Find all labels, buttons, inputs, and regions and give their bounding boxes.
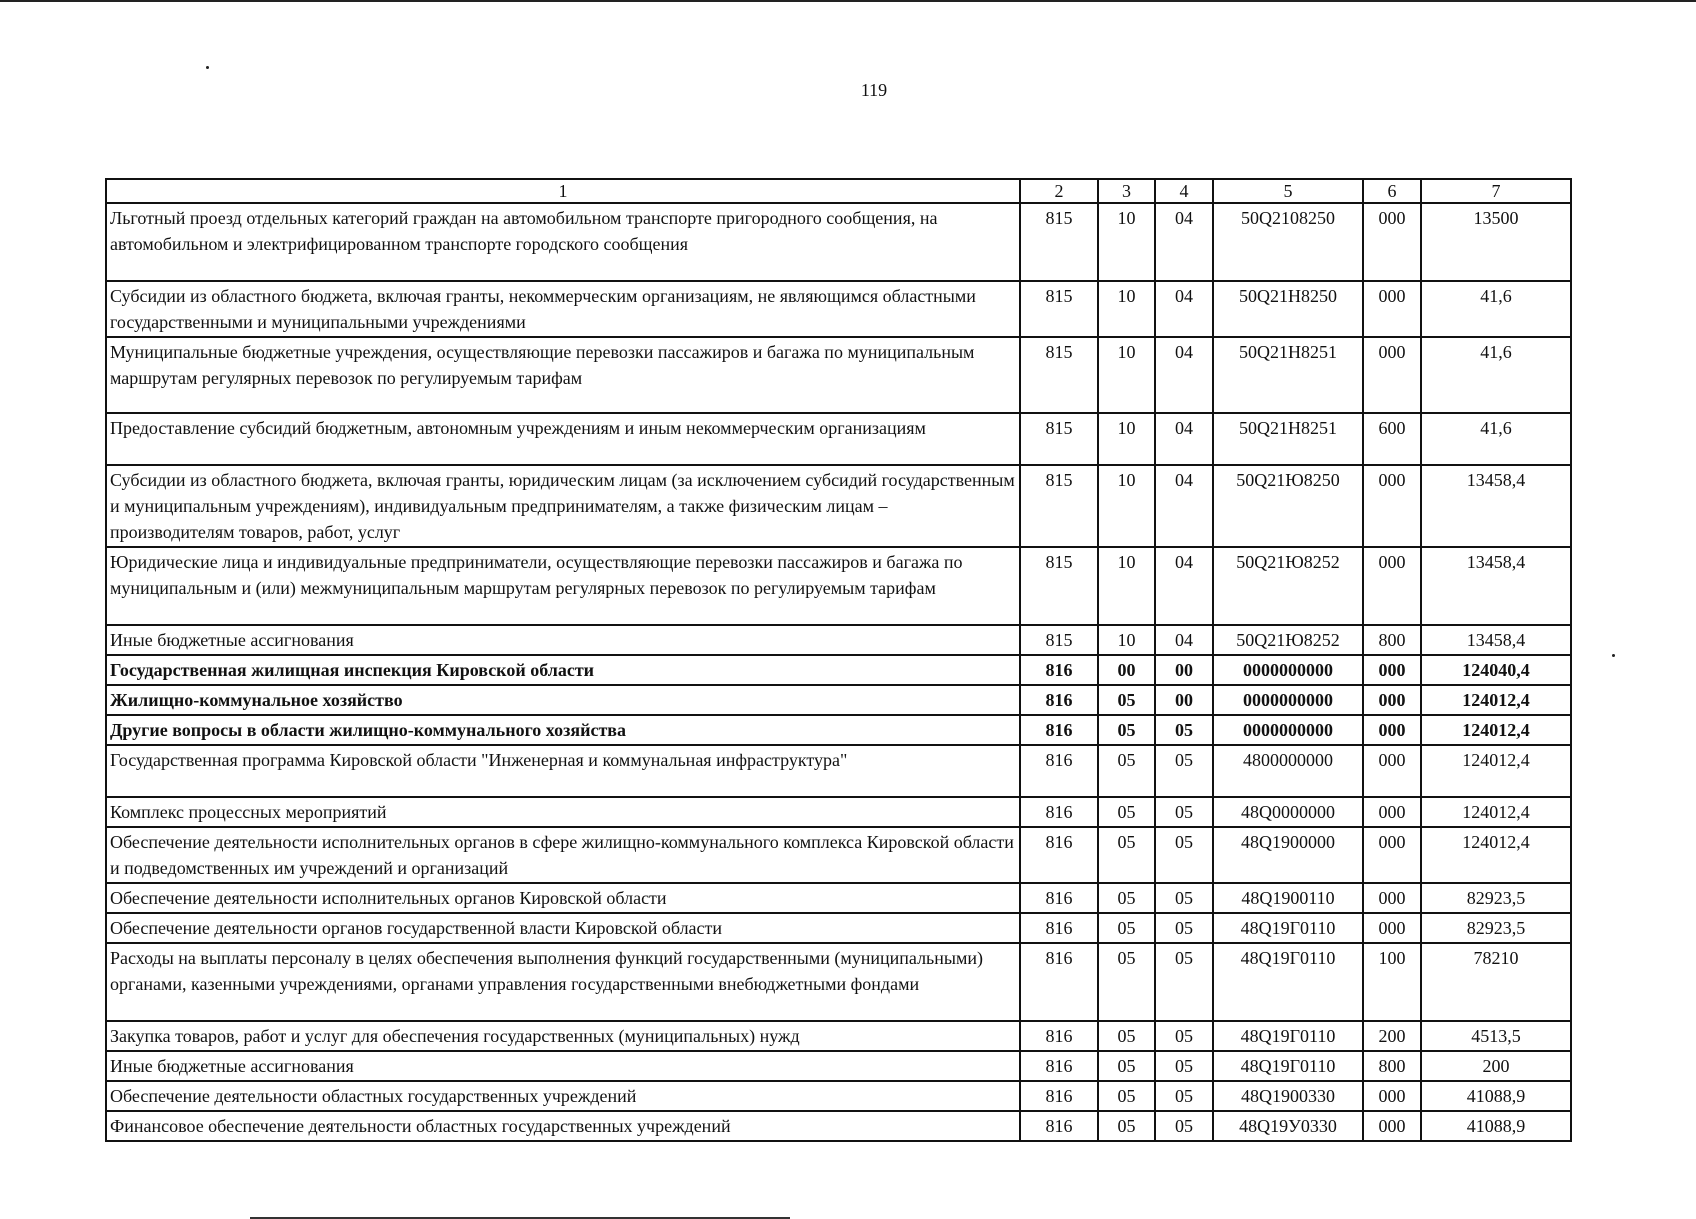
target-article-code: 48Q1900110 xyxy=(1213,883,1363,913)
subsection-code: 00 xyxy=(1155,655,1213,685)
table-row xyxy=(106,797,1571,827)
expense-type-code: 000 xyxy=(1363,1081,1421,1111)
row-description: Предоставление субсидий бюджетным, автономным учреждениям и иным некоммерческим организациям xyxy=(106,413,1020,465)
row-description: Обеспечение деятельности органов государственной власти Кировской области xyxy=(106,913,1020,943)
table-row xyxy=(106,943,1571,1021)
subsection-code: 05 xyxy=(1155,1021,1213,1051)
budget-table xyxy=(105,178,1572,1142)
ministry-code: 816 xyxy=(1020,745,1098,797)
table-row xyxy=(106,337,1571,413)
section-code: 10 xyxy=(1098,337,1155,413)
expense-type-code: 800 xyxy=(1363,625,1421,655)
scan-speck xyxy=(1612,654,1615,657)
section-code: 05 xyxy=(1098,1111,1155,1141)
row-description: Обеспечение деятельности исполнительных органов Кировской области xyxy=(106,883,1020,913)
subsection-code: 05 xyxy=(1155,883,1213,913)
amount: 41,6 xyxy=(1421,337,1571,413)
table-row xyxy=(106,413,1571,465)
target-article-code: 50Q21Ю8250 xyxy=(1213,465,1363,547)
subsection-code: 04 xyxy=(1155,281,1213,337)
table-row xyxy=(106,745,1571,797)
row-description: Субсидии из областного бюджета, включая гранты, юридическим лицам (за исключением субсидий государственным и муниципальным учреждениям), индивидуальным предпринимателям, а также физическим лицам – производителям товаров, работ, услуг xyxy=(106,465,1020,547)
table-header-row xyxy=(106,179,1571,203)
ministry-code: 815 xyxy=(1020,625,1098,655)
table-row xyxy=(106,203,1571,281)
amount: 13500 xyxy=(1421,203,1571,281)
expense-type-code: 000 xyxy=(1363,203,1421,281)
expense-type-code: 600 xyxy=(1363,413,1421,465)
amount: 41088,9 xyxy=(1421,1111,1571,1141)
amount: 124012,4 xyxy=(1421,797,1571,827)
table-row xyxy=(106,913,1571,943)
table-row xyxy=(106,715,1571,745)
expense-type-code: 000 xyxy=(1363,715,1421,745)
ministry-code: 816 xyxy=(1020,827,1098,883)
table-row xyxy=(106,685,1571,715)
ministry-code: 816 xyxy=(1020,715,1098,745)
subsection-code: 04 xyxy=(1155,625,1213,655)
target-article-code: 48Q1900000 xyxy=(1213,827,1363,883)
row-description: Финансовое обеспечение деятельности областных государственных учреждений xyxy=(106,1111,1020,1141)
column-header: 2 xyxy=(1020,179,1098,203)
expense-type-code: 000 xyxy=(1363,465,1421,547)
section-code: 05 xyxy=(1098,1081,1155,1111)
amount: 4513,5 xyxy=(1421,1021,1571,1051)
subsection-code: 00 xyxy=(1155,685,1213,715)
target-article-code: 50Q21Н8251 xyxy=(1213,337,1363,413)
amount: 124012,4 xyxy=(1421,685,1571,715)
section-code: 05 xyxy=(1098,685,1155,715)
row-description: Юридические лица и индивидуальные предприниматели, осуществляющие перевозки пассажиров и багажа по муниципальным и (или) межмуниципальным маршрутам регулярных перевозок по регулируемым тарифам xyxy=(106,547,1020,625)
row-description: Государственная жилищная инспекция Кировской области xyxy=(106,655,1020,685)
amount: 200 xyxy=(1421,1051,1571,1081)
ministry-code: 815 xyxy=(1020,203,1098,281)
subsection-code: 04 xyxy=(1155,337,1213,413)
ministry-code: 815 xyxy=(1020,413,1098,465)
section-code: 05 xyxy=(1098,1021,1155,1051)
row-description: Обеспечение деятельности исполнительных органов в сфере жилищно-коммунального комплекса Кировской области и подведомственных им учреждений и организаций xyxy=(106,827,1020,883)
ministry-code: 816 xyxy=(1020,943,1098,1021)
ministry-code: 815 xyxy=(1020,281,1098,337)
expense-type-code: 000 xyxy=(1363,281,1421,337)
table-row xyxy=(106,465,1571,547)
row-description: Иные бюджетные ассигнования xyxy=(106,625,1020,655)
subsection-code: 05 xyxy=(1155,827,1213,883)
amount: 124012,4 xyxy=(1421,745,1571,797)
ministry-code: 815 xyxy=(1020,547,1098,625)
table-row xyxy=(106,1081,1571,1111)
subsection-code: 05 xyxy=(1155,797,1213,827)
subsection-code: 04 xyxy=(1155,203,1213,281)
ministry-code: 816 xyxy=(1020,1111,1098,1141)
column-header: 6 xyxy=(1363,179,1421,203)
amount: 13458,4 xyxy=(1421,547,1571,625)
expense-type-code: 000 xyxy=(1363,827,1421,883)
subsection-code: 04 xyxy=(1155,413,1213,465)
target-article-code: 50Q2108250 xyxy=(1213,203,1363,281)
expense-type-code: 000 xyxy=(1363,913,1421,943)
subsection-code: 05 xyxy=(1155,715,1213,745)
column-header: 5 xyxy=(1213,179,1363,203)
row-description: Льготный проезд отдельных категорий граждан на автомобильном транспорте пригородного сообщения, на автомобильном и электрифицированном транспорте городского сообщения xyxy=(106,203,1020,281)
table-row xyxy=(106,1021,1571,1051)
expense-type-code: 000 xyxy=(1363,1111,1421,1141)
scan-speck xyxy=(206,66,209,69)
row-description: Закупка товаров, работ и услуг для обеспечения государственных (муниципальных) нужд xyxy=(106,1021,1020,1051)
ministry-code: 816 xyxy=(1020,1021,1098,1051)
expense-type-code: 000 xyxy=(1363,337,1421,413)
target-article-code: 48Q1900330 xyxy=(1213,1081,1363,1111)
row-description: Обеспечение деятельности областных государственных учреждений xyxy=(106,1081,1020,1111)
target-article-code: 48Q19Г0110 xyxy=(1213,943,1363,1021)
ministry-code: 816 xyxy=(1020,797,1098,827)
section-code: 00 xyxy=(1098,655,1155,685)
row-description: Комплекс процессных мероприятий xyxy=(106,797,1020,827)
expense-type-code: 000 xyxy=(1363,655,1421,685)
ministry-code: 816 xyxy=(1020,1051,1098,1081)
row-description: Другие вопросы в области жилищно-коммунального хозяйства xyxy=(106,715,1020,745)
target-article-code: 0000000000 xyxy=(1213,655,1363,685)
expense-type-code: 000 xyxy=(1363,685,1421,715)
section-code: 05 xyxy=(1098,883,1155,913)
target-article-code: 0000000000 xyxy=(1213,715,1363,745)
ministry-code: 816 xyxy=(1020,913,1098,943)
subsection-code: 04 xyxy=(1155,547,1213,625)
table-row xyxy=(106,625,1571,655)
expense-type-code: 100 xyxy=(1363,943,1421,1021)
column-header: 7 xyxy=(1421,179,1571,203)
row-description: Иные бюджетные ассигнования xyxy=(106,1051,1020,1081)
target-article-code: 48Q19Г0110 xyxy=(1213,1051,1363,1081)
amount: 124040,4 xyxy=(1421,655,1571,685)
target-article-code: 50Q21Н8250 xyxy=(1213,281,1363,337)
table-body xyxy=(106,203,1571,1141)
top-edge-line xyxy=(0,0,1696,2)
section-code: 10 xyxy=(1098,203,1155,281)
row-description: Муниципальные бюджетные учреждения, осуществляющие перевозки пассажиров и багажа по муниципальным маршрутам регулярных перевозок по регулируемым тарифам xyxy=(106,337,1020,413)
subsection-code: 05 xyxy=(1155,943,1213,1021)
ministry-code: 816 xyxy=(1020,685,1098,715)
amount: 124012,4 xyxy=(1421,715,1571,745)
table-row xyxy=(106,1051,1571,1081)
subsection-code: 05 xyxy=(1155,1051,1213,1081)
amount: 124012,4 xyxy=(1421,827,1571,883)
column-header: 3 xyxy=(1098,179,1155,203)
expense-type-code: 000 xyxy=(1363,547,1421,625)
target-article-code: 0000000000 xyxy=(1213,685,1363,715)
table-row xyxy=(106,655,1571,685)
table-row xyxy=(106,281,1571,337)
table-row xyxy=(106,547,1571,625)
section-code: 10 xyxy=(1098,547,1155,625)
table-row xyxy=(106,883,1571,913)
amount: 13458,4 xyxy=(1421,625,1571,655)
target-article-code: 48Q0000000 xyxy=(1213,797,1363,827)
expense-type-code: 200 xyxy=(1363,1021,1421,1051)
subsection-code: 05 xyxy=(1155,913,1213,943)
table-row xyxy=(106,1111,1571,1141)
amount: 13458,4 xyxy=(1421,465,1571,547)
target-article-code: 50Q21Ю8252 xyxy=(1213,547,1363,625)
subsection-code: 05 xyxy=(1155,1081,1213,1111)
amount: 41,6 xyxy=(1421,413,1571,465)
row-description: Жилищно-коммунальное хозяйство xyxy=(106,685,1020,715)
ministry-code: 815 xyxy=(1020,337,1098,413)
amount: 41,6 xyxy=(1421,281,1571,337)
target-article-code: 4800000000 xyxy=(1213,745,1363,797)
amount: 41088,9 xyxy=(1421,1081,1571,1111)
row-description: Государственная программа Кировской области "Инженерная и коммунальная инфраструктура" xyxy=(106,745,1020,797)
section-code: 10 xyxy=(1098,413,1155,465)
amount: 82923,5 xyxy=(1421,913,1571,943)
section-code: 05 xyxy=(1098,745,1155,797)
column-header: 1 xyxy=(106,179,1020,203)
expense-type-code: 000 xyxy=(1363,797,1421,827)
section-code: 05 xyxy=(1098,943,1155,1021)
section-code: 05 xyxy=(1098,797,1155,827)
section-code: 10 xyxy=(1098,281,1155,337)
column-header: 4 xyxy=(1155,179,1213,203)
ministry-code: 816 xyxy=(1020,655,1098,685)
section-code: 05 xyxy=(1098,1051,1155,1081)
row-description: Субсидии из областного бюджета, включая гранты, некоммерческим организациям, не являющимся областными государственными и муниципальными учреждениями xyxy=(106,281,1020,337)
ministry-code: 816 xyxy=(1020,1081,1098,1111)
row-description: Расходы на выплаты персоналу в целях обеспечения выполнения функций государственными (муниципальными) органами, казенными учреждениями, органами управления государственными внебюджетными фондами xyxy=(106,943,1020,1021)
target-article-code: 48Q19Г0110 xyxy=(1213,913,1363,943)
ministry-code: 816 xyxy=(1020,883,1098,913)
subsection-code: 05 xyxy=(1155,1111,1213,1141)
section-code: 10 xyxy=(1098,625,1155,655)
expense-type-code: 800 xyxy=(1363,1051,1421,1081)
target-article-code: 48Q19У0330 xyxy=(1213,1111,1363,1141)
table-row xyxy=(106,827,1571,883)
amount: 78210 xyxy=(1421,943,1571,1021)
target-article-code: 50Q21Н8251 xyxy=(1213,413,1363,465)
section-code: 05 xyxy=(1098,913,1155,943)
target-article-code: 50Q21Ю8252 xyxy=(1213,625,1363,655)
ministry-code: 815 xyxy=(1020,465,1098,547)
section-code: 05 xyxy=(1098,715,1155,745)
amount: 82923,5 xyxy=(1421,883,1571,913)
section-code: 10 xyxy=(1098,465,1155,547)
subsection-code: 05 xyxy=(1155,745,1213,797)
page-number: 119 xyxy=(860,80,888,100)
target-article-code: 48Q19Г0110 xyxy=(1213,1021,1363,1051)
subsection-code: 04 xyxy=(1155,465,1213,547)
expense-type-code: 000 xyxy=(1363,883,1421,913)
expense-type-code: 000 xyxy=(1363,745,1421,797)
section-code: 05 xyxy=(1098,827,1155,883)
